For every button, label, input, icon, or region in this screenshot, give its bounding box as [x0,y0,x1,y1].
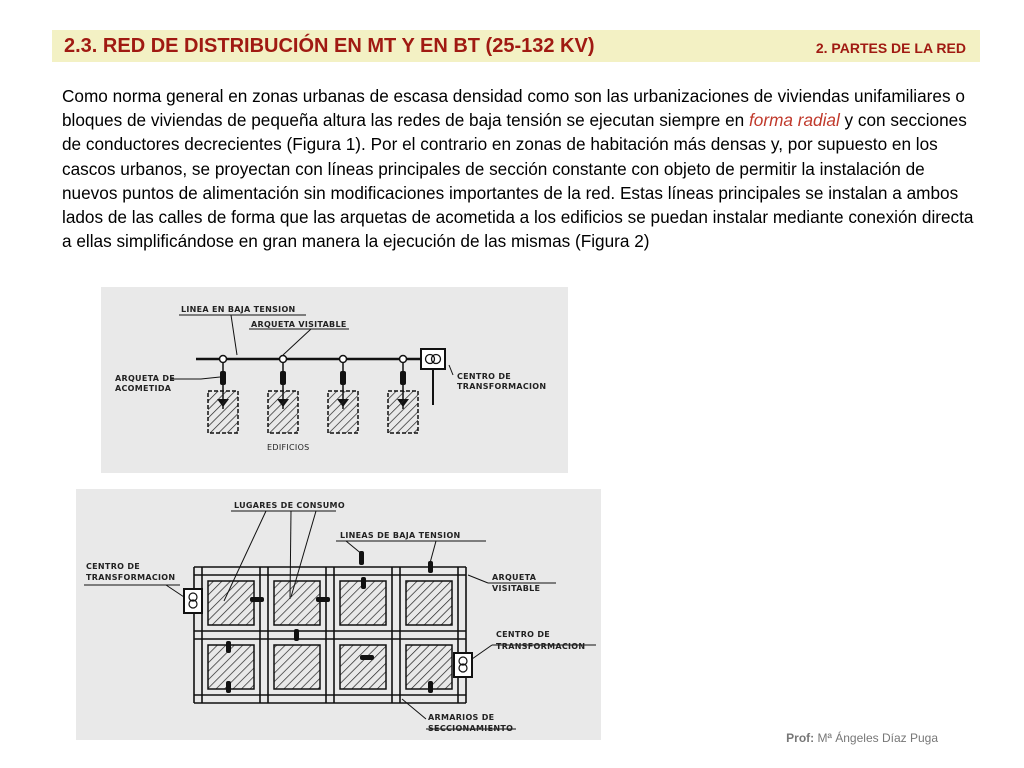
figure-meshed-network [76,489,601,740]
footer-author: Mª Ángeles Díaz Puga [817,731,938,745]
footer-credit [786,731,938,745]
slide-title: 2.3. RED DE DISTRIBUCIÓN EN MT Y EN BT (25-132 KV) [64,35,595,57]
highlight-forma-radial: forma radial [749,110,840,131]
label-centro-right-1: CENTRO DE [496,630,551,639]
figure-radial-network [101,287,568,473]
label-centro-1: CENTRO DE [457,372,512,381]
body-text-start: Como norma general en zonas urbanas de escasa densidad como son las urbanizaciones de viviendas unifamiliares o bloques de viviendas de pequeña altura las redes de baja tensión se ejecutan siempre en [62,86,965,131]
label-centro-right-2: TRANSFORMACION [496,642,586,651]
label-arqueta-1: ARQUETA [492,573,537,582]
meshed-network-diagram [76,489,601,740]
label-centro-2: TRANSFORMACION [457,382,547,391]
label-armarios-1: ARMARIOS DE [428,713,495,722]
section-label: 2. PARTES DE LA RED [815,40,966,56]
label-arqueta-visitable: ARQUETA VISITABLE [251,320,347,329]
label-arqueta-2: VISITABLE [492,584,541,593]
body-text-end: y con secciones de conductores decrecientes (Figura 1). Por el contrario en zonas de habitación más densas y, por supuesto en los cascos urbanos, se proyectan con líneas principales de sección constante con objeto de permitir la instalación de nuevos puntos de alimentación sin modificaciones importantes de la red. Estas líneas principales se instalan a ambos lados de las calles de forma que las arquetas de acometida a los edificios se puedan instalar mediante conexión directa a ellas simplificándose en gran manera la ejecución de las mismas (Figura 2) [62,110,974,252]
label-arqueta-acometida-2: ACOMETIDA [115,384,172,393]
label-arqueta-acometida-1: ARQUETA DE [115,374,176,383]
label-centro-left-1: CENTRO DE [86,562,141,571]
body-paragraph [62,84,982,253]
radial-network-diagram [101,287,568,473]
label-linea-baja-tension: LINEA EN BAJA TENSION [181,305,296,314]
label-edificios: EDIFICIOS [267,443,310,452]
footer-prefix: Prof: [786,731,815,745]
label-armarios-2: SECCIONAMIENTO [428,724,514,733]
label-lineas-baja-tension: LINEAS DE BAJA TENSION [340,531,461,540]
label-centro-left-2: TRANSFORMACION [86,573,176,582]
label-lugares-consumo: LUGARES DE CONSUMO [234,501,345,510]
slide-header [52,30,980,62]
